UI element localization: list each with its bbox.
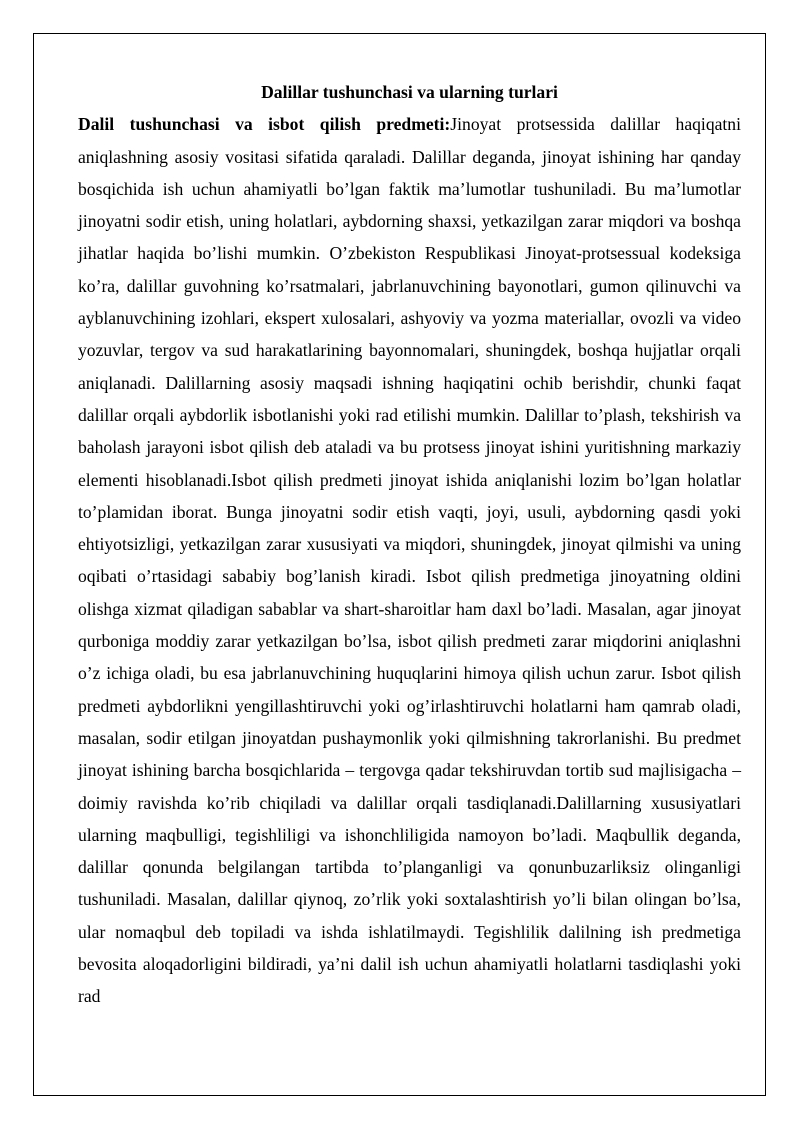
- body-paragraph: [78, 108, 741, 1012]
- document-title: Dalillar tushunchasi va ularning turlari: [261, 82, 558, 102]
- body-text: Jinoyat protsessida dalillar haqiqatni aniqlashning asosiy vositasi sifatida qaraladi. Dalillar deganda, jinoyat ishining har qanday bosqichida ish uchun ahamiyatli bo’lgan faktik ma’lumotlar tushuniladi. Bu ma’lumotlar jinoyatni sodir etish, uning holatlari, aybdorning shaxsi, yetkazilgan zarar miqdori va boshqa jihatlar haqida bo’lishi mumkin. O’zbekiston Respublikasi Jinoyat-protsessual kodeksiga ko’ra, dalillar guvohning ko’rsatmalari, jabrlanuvchining bayonotlari, gumon qilinuvchi va ayblanuvchining izohlari, ekspert xulosalari, ashyoviy va yozma materiallar, ovozli va video yozuvlar, tergov va sud harakatlarining bayonnomalari, shuningdek, boshqa hujjatlar orqali aniqlanadi. Dalillarning asosiy maqsadi ishning haqiqatini ochib berishdir, chunki faqat dalillar orqali aybdorlik isbotlanishi yoki rad etilishi mumkin. Dalillar to’plash, tekshirish va baholash jarayoni isbot qilish deb ataladi va bu protsess jinoyat ishini yuritishning markaziy elementi hisoblanadi.Isbot qilish predmeti jinoyat ishida aniqlanishi lozim bo’lgan holatlar to’plamidan iborat. Bunga jinoyatni sodir etish vaqti, joyi, usuli, aybdorning qasdi yoki ehtiyotsizligi, yetkazilgan zarar xususiyati va miqdori, shuningdek, jinoyat qilmishi va uning oqibati o’rtasidagi sababiy bog’lanish kiradi. Isbot qilish predmetiga jinoyatning oldini olishga xizmat qiladigan sabablar va shart-sharoitlar ham daxl bo’ladi. Masalan, agar jinoyat qurboniga moddiy zarar yetkazilgan bo’lsa, isbot qilish predmeti zarar miqdorini aniqlashni o’z ichiga oladi, bu esa jabrlanuvchining huquqlarini himoya qilish uchun zarur. Isbot qilish predmeti aybdorlikni yengillashtiruvchi yoki og’irlashtiruvchi holatlarni ham qamrab oladi, masalan, sodir etilgan jinoyatdan pushaymonlik yoki qilmishning takrorlanishi. Bu predmet jinoyat ishining barcha bosqichlarida – tergovga qadar tekshiruvdan tortib sud majlisigacha – doimiy ravishda ko’rib chiqiladi va dalillar orqali tasdiqlanadi.Dalillarning xususiyatlari ularning maqbulligi, tegishliligi va ishonchliligida namoyon bo’ladi. Maqbullik deganda, dalillar qonunda belgilangan tartibda to’planganligi va qonunbuzarliksiz olinganligi tushuniladi. Masalan, dalillar qiynoq, zo’rlik yoki soxtalashtirish yo’li bilan olingan bo’lsa, ular nomaqbul deb topiladi va ishda ishlatilmaydi. Tegishlilik dalilning ish predmetiga bevosita aloqadorligini bildiradi, ya’ni dalil ish uchun ahamiyatli holatlarni tasdiqlashi yoki rad: [78, 114, 741, 1007]
- lead-heading: Dalil tushunchasi va isbot qilish predmeti:: [78, 114, 451, 135]
- document-content: [78, 76, 741, 1013]
